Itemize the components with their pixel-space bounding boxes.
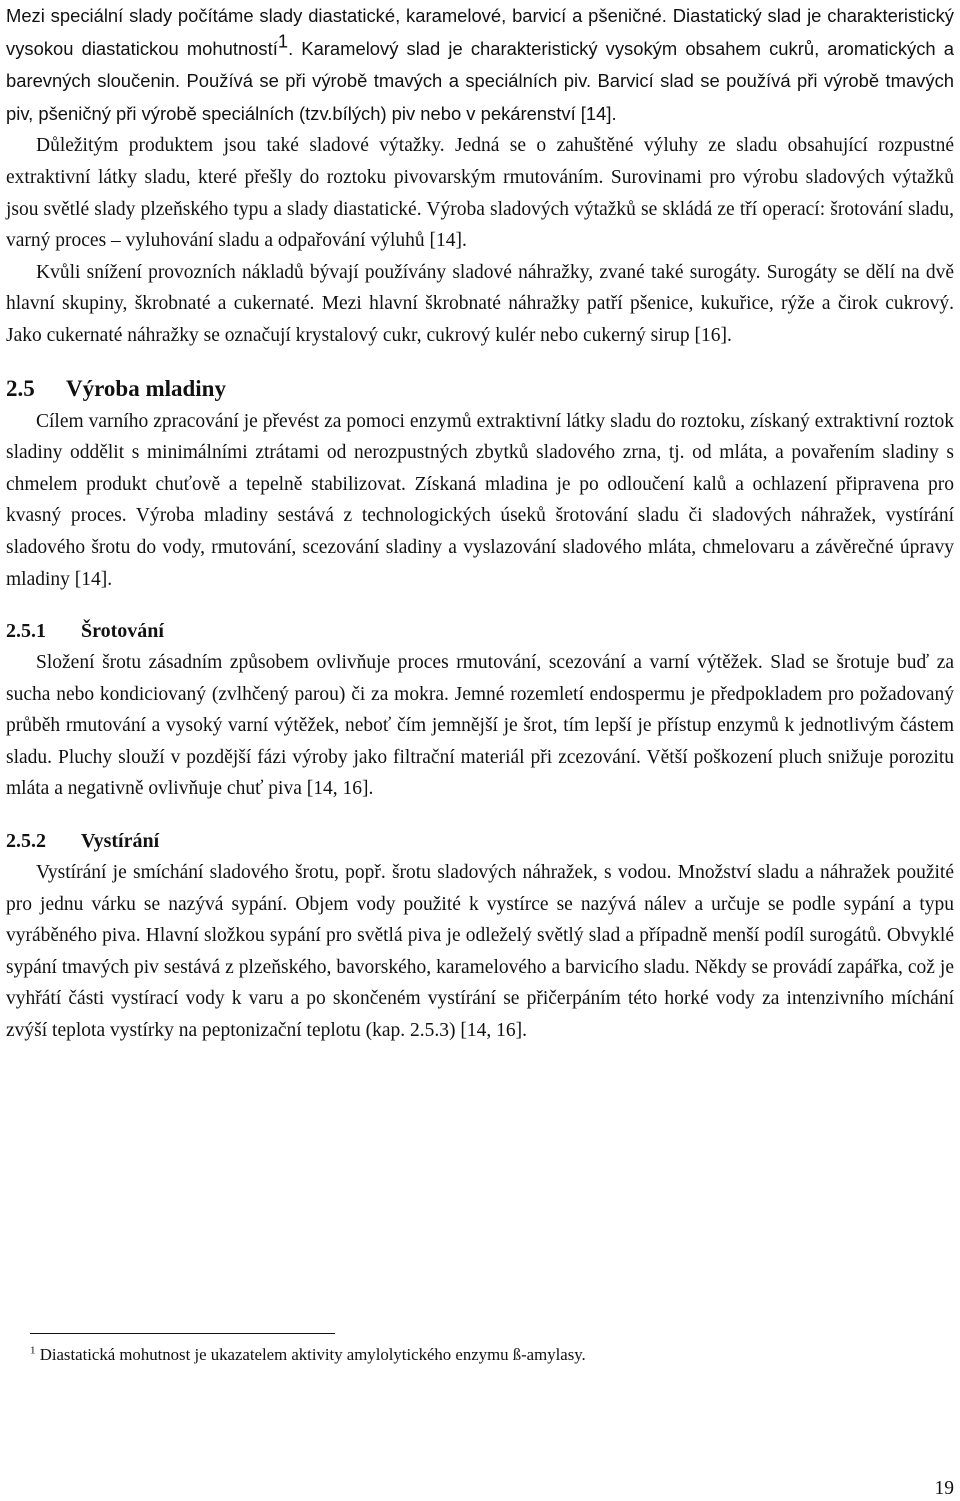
section-heading-2-5-1: [6, 617, 954, 645]
section-title: Šrotování: [81, 620, 164, 643]
document-page: [6, 0, 954, 1047]
section-heading-2-5: [6, 374, 954, 404]
paragraph-wort-production: Cílem varního zpracování je převést za pomoci enzymů extraktivní látky sladu do roztoku, získaný extraktivní roztok sladiny oddělit s minimálními ztrátami od nerozpustných zbytků sladového zrna, tj. od mláta, a povařením sladiny s chmelem produkt chuťově a tepelně stabilizovat. Získaná mladina je po odloučení kalů a ochlazení připravena pro kvasný proces. Výroba mladiny sestává z technologických úseků šrotování sladu či sladových náhražek, vystírání sladového šrotu do vody, rmutování, scezování sladiny a vyslazování sladového mláta, chmelovaru a závěrečné úpravy mladiny [14].: [6, 410, 954, 590]
section-title: Výroba mladiny: [66, 375, 226, 401]
footnote-mark: 1: [30, 1344, 36, 1357]
footnote: [30, 1344, 586, 1366]
section-number: 2.5.1: [6, 620, 46, 643]
paragraph-surrogates: Kvůli snížení provozních nákladů bývají používány sladové náhražky, zvané také surogáty. Surogáty se dělí na dvě hlavní skupiny, škrobnaté a cukernaté. Mezi hlavní škrobnaté náhražky patří pšenice, kukuřice, rýže a čirok cukrový. Jako cukernaté náhražky se označují krystalový cukr, cukrový kulér nebo cukerný sirup [16].: [6, 261, 954, 346]
section-title: Vystírání: [81, 830, 160, 853]
section-heading-2-5-2: [6, 827, 954, 855]
paragraph-special-malts: [6, 0, 954, 130]
footnote-separator: [30, 1333, 335, 1334]
paragraph-malt-extracts: Důležitým produktem jsou také sladové výtažky. Jedná se o zahuštěné výluhy ze sladu obsahující rozpustné extraktivní látky sladu, které přešly do roztoku pivovarským rmutováním. Surovinami pro výrobu sladových výtažků jsou světlé slady plzeňského typu a slady diastatické. Výroba sladových výtažků se skládá ze tří operací: šrotování sladu, varný proces – vyluhování sladu a odpařování výluhů [14].: [6, 135, 954, 252]
section-number: 2.5: [6, 375, 35, 401]
page-number: 19: [934, 1478, 954, 1499]
paragraph-mashing-in: Vystírání je smíchání sladového šrotu, popř. šrotu sladových náhražek, s vodou. Množství sladu a náhražek použité pro jednu várku se nazývá sypání. Objem vody použité k vystírce se nazývá nálev a určuje se podle sypání a typu vyráběného piva. Hlavní složkou sypání pro světlá piva je odleželý světlý slad a případně menší podíl surogátů. Obvyklé sypání tmavých piv sestává z plzeňského, bavorského, karamelového a barvicího sladu. Někdy se provádí zapářka, což je vyhřátí části vystírací vody k varu a po skončeném vystírání se přičerpáním této horké vody za intenzivního míchání zvýší teplota vystírky na peptonizační teplotu (kap. 2.5.3) [14, 16].: [6, 862, 954, 1042]
footnote-text: Diastatická mohutnost je ukazatelem aktivity amylolytického enzymu ß-amylasy.: [39, 1345, 586, 1364]
section-number: 2.5.2: [6, 830, 46, 853]
paragraph-milling: Složení šrotu zásadním způsobem ovlivňuje proces rmutování, scezování a varní výtěžek. Slad se šrotuje buď za sucha nebo kondiciovaný (zvlhčený parou) či za mokra. Jemné rozemletí endospermu je předpokladem pro požadovaný průběh rmutování a vysoký varní výtěžek, neboť čím jemnější je šrot, tím lepší je přístup enzymů k jednotlivým částem sladu. Pluchy slouží v pozdější fázi výroby jako filtrační materiál při zcezování. Větší poškození pluch snižuje porozitu mláta a negativně ovlivňuje chuť piva [14, 16].: [6, 652, 954, 800]
paragraph-special-malts-text-cont: . Karamelový slad je charakteristický vysokým obsahem cukrů, aromatických a barevných sloučenin. Používá se při výrobě tmavých a speciálních piv. Barvicí slad se používá při výrobě tmavých piv, pšeničný při výrobě speciálních (tzv.bílých) piv nebo v pekárenství [14].: [6, 37, 954, 124]
footnote-reference: 1: [277, 30, 289, 52]
paragraph-special-malts-text: Mezi speciální slady počítáme slady diastatické, karamelové, barvicí a pšeničné. Diastatický slad je charakteristický vysokou diastatickou mohutností: [6, 5, 954, 59]
